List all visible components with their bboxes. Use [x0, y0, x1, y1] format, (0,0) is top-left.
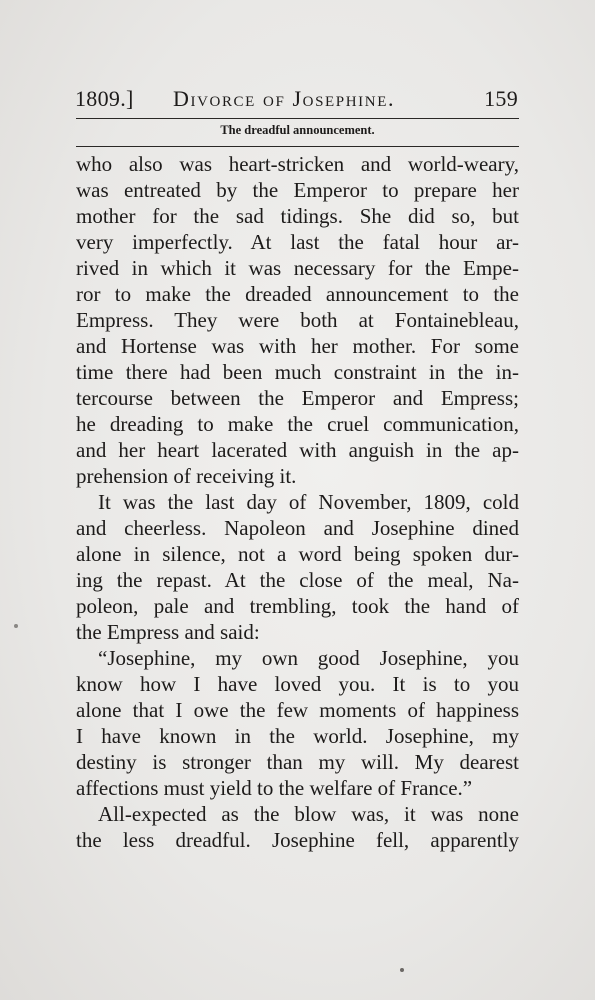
text-line: I have known in the world. Josephine, my [76, 724, 519, 748]
header-title: Divorce of Josephine. [173, 86, 396, 111]
footer-speck [400, 968, 404, 972]
text-line: and Hortense was with her mother. For some [76, 334, 519, 358]
text-line: ing the repast. At the close of the meal, Na- [76, 568, 519, 592]
text-line: “Josephine, my own good Josephine, you [98, 646, 519, 670]
header-year: 1809.] [75, 86, 134, 111]
text-line: the Empress and said: [76, 620, 260, 644]
text-line: was entreated by the Emperor to prepare her [76, 178, 519, 202]
text-line: ror to make the dreaded announcement to the [76, 282, 519, 306]
text-line: know how I have loved you. It is to you [76, 672, 519, 696]
text-line: he dreading to make the cruel communication, [76, 412, 519, 436]
text-line: alone that I owe the few moments of happiness [76, 698, 519, 722]
text-line: who also was heart-stricken and world-weary, [76, 152, 519, 176]
text-line: destiny is stronger than my will. My dearest [76, 750, 519, 774]
running-header [75, 84, 518, 114]
text-line: It was the last day of November, 1809, cold [98, 490, 519, 514]
text-line: prehension of receiving it. [76, 464, 297, 488]
body-text [76, 151, 519, 853]
text-line: time there had been much constraint in the in- [76, 360, 519, 384]
text-line: mother for the sad tidings. She did so, but [76, 204, 519, 228]
header-rule [76, 118, 519, 119]
text-line: the less dreadful. Josephine fell, apparently [76, 828, 519, 852]
text-line: rived in which it was necessary for the Empe- [76, 256, 519, 280]
text-line: tercourse between the Emperor and Empress; [76, 386, 519, 410]
text-line: very imperfectly. At last the fatal hour ar- [76, 230, 519, 254]
section-subheading: The dreadful announcement. [220, 123, 375, 137]
text-line: and cheerless. Napoleon and Josephine dined [76, 516, 519, 540]
subheading-rule [76, 146, 519, 147]
text-line: Empress. They were both at Fontainebleau, [76, 308, 519, 332]
text-line: alone in silence, not a word being spoken dur- [76, 542, 519, 566]
text-line: affections must yield to the welfare of France.” [76, 776, 473, 800]
margin-speck [14, 624, 18, 628]
page-number: 159 [484, 86, 518, 111]
text-line: All-expected as the blow was, it was none [98, 802, 519, 826]
text-line: poleon, pale and trembling, took the hand of [76, 594, 519, 618]
text-line: and her heart lacerated with anguish in the ap- [76, 438, 519, 462]
